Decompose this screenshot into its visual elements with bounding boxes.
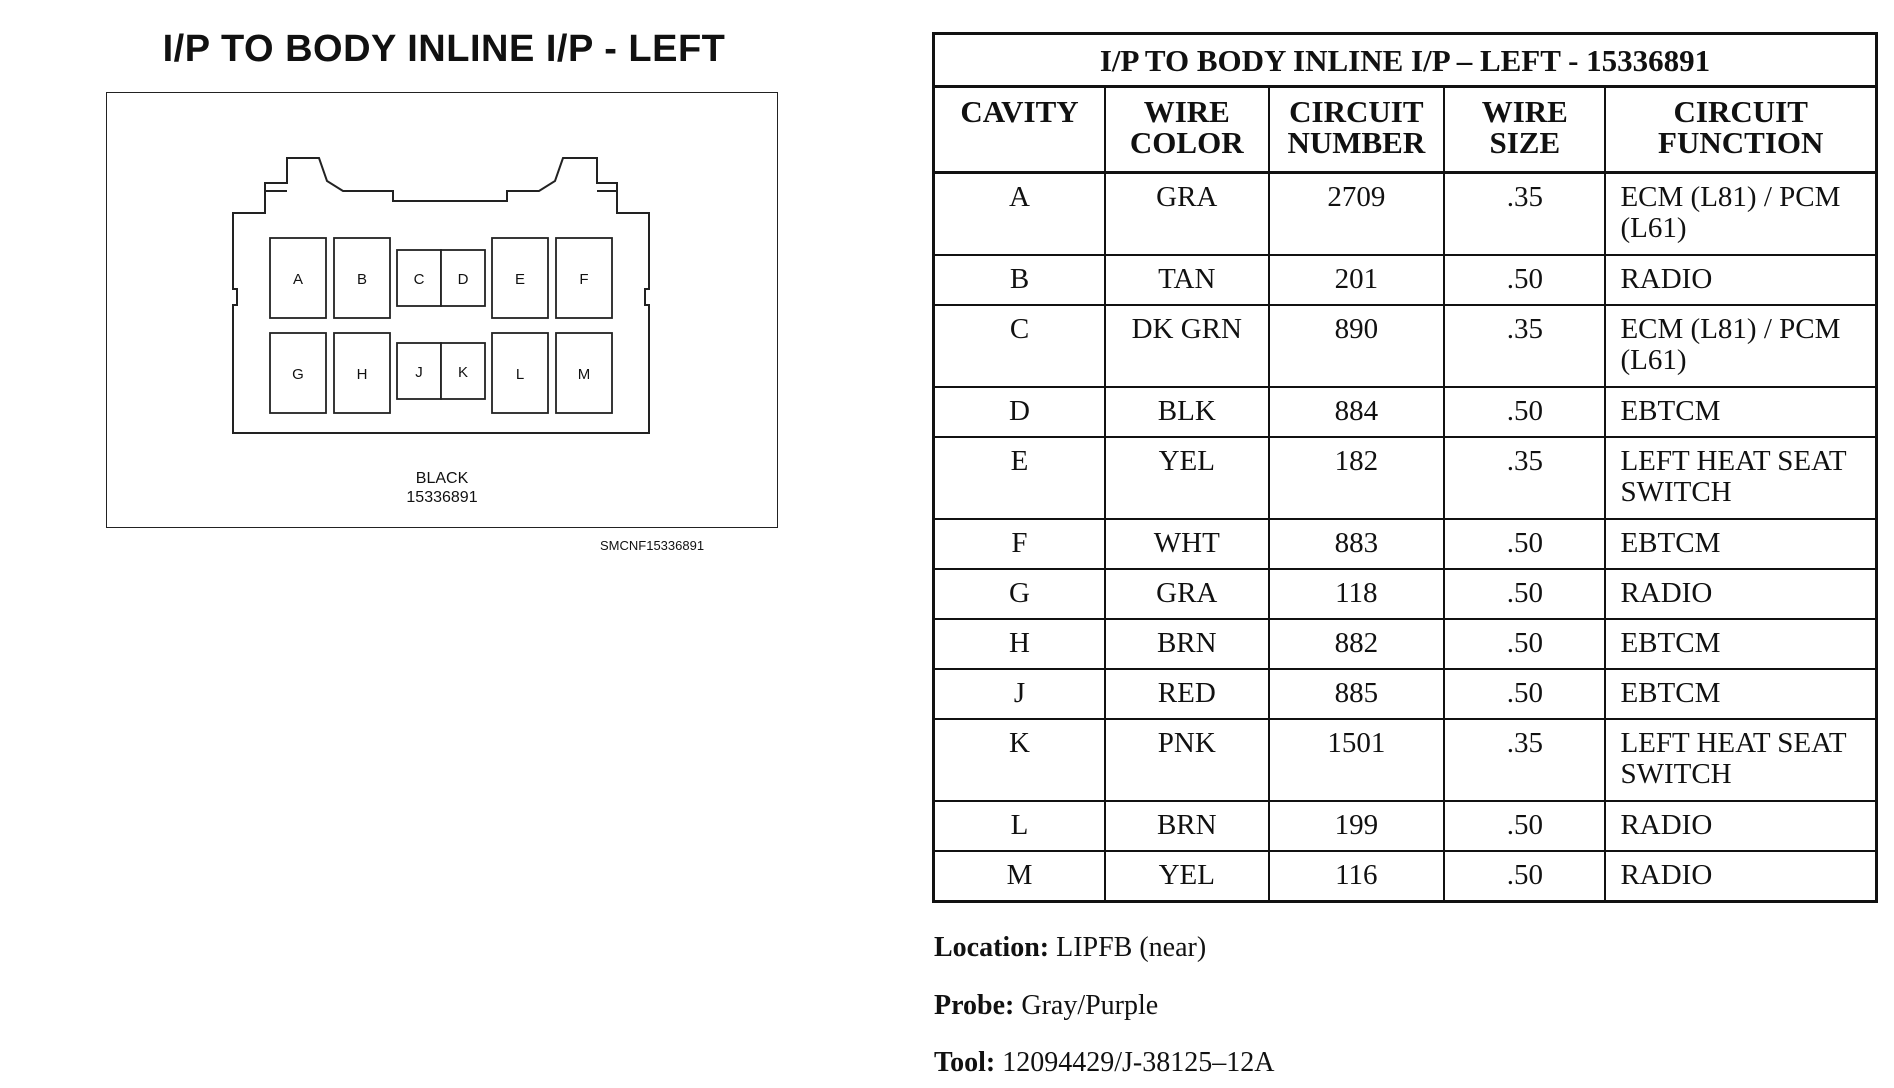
connector-diagram: [106, 92, 778, 528]
header-wire-size: WIRE SIZE: [1444, 87, 1605, 173]
wire-size-cell: .35: [1444, 173, 1605, 256]
cavity-label-m: M: [577, 366, 591, 383]
circuit-number-cell: 118: [1269, 569, 1445, 619]
wire-size-cell: .50: [1444, 387, 1605, 437]
circuit-number-cell: 882: [1269, 619, 1445, 669]
cavity-cell: J: [934, 669, 1106, 719]
header-cavity: CAVITY: [934, 87, 1106, 173]
cavity-label-b: B: [356, 271, 368, 288]
cavity-label-c: C: [413, 271, 425, 288]
circuit-function-cell: EBTCM: [1605, 519, 1876, 569]
wire-size-cell: .35: [1444, 305, 1605, 387]
cavity-label-j: J: [415, 364, 423, 381]
circuit-number-cell: 116: [1269, 851, 1445, 902]
circuit-function-cell: RADIO: [1605, 569, 1876, 619]
wire-color-cell: YEL: [1105, 437, 1269, 519]
circuit-function-cell: ECM (L81) / PCM (L61): [1605, 305, 1876, 387]
wire-size-cell: .50: [1444, 519, 1605, 569]
circuit-function-cell: LEFT HEAT SEAT SWITCH: [1605, 719, 1876, 801]
wire-color-cell: BRN: [1105, 619, 1269, 669]
circuit-number-cell: 201: [1269, 255, 1445, 305]
cavity-cell: B: [934, 255, 1106, 305]
header-wire-color: WIRE COLOR: [1105, 87, 1269, 173]
connector-part-number: 15336891: [406, 489, 478, 506]
tool-value: 12094429/J-38125–12A: [1002, 1047, 1275, 1078]
table-row: [934, 387, 1877, 437]
wire-color-cell: GRA: [1105, 173, 1269, 256]
header-circuit-function: CIRCUIT FUNCTION: [1605, 87, 1876, 173]
cavity-cell: C: [934, 305, 1106, 387]
cavity-cell: G: [934, 569, 1106, 619]
circuit-function-cell: RADIO: [1605, 255, 1876, 305]
circuit-number-cell: 199: [1269, 801, 1445, 851]
cavity-cell: K: [934, 719, 1106, 801]
probe-line: [934, 990, 1158, 1022]
table-row: [934, 669, 1877, 719]
cavity-label-f: F: [579, 271, 589, 288]
table-row: [934, 719, 1877, 801]
connector-color: BLACK: [415, 470, 469, 487]
cavity-label-d: D: [457, 271, 469, 288]
circuit-number-cell: 884: [1269, 387, 1445, 437]
cavity-cell: F: [934, 519, 1106, 569]
cavity-label-a: A: [292, 271, 304, 288]
table-row: [934, 437, 1877, 519]
cavity-label-e: E: [514, 271, 526, 288]
cavity-cell: H: [934, 619, 1106, 669]
wire-color-cell: PNK: [1105, 719, 1269, 801]
wire-color-cell: TAN: [1105, 255, 1269, 305]
cavity-label-k: K: [457, 364, 469, 381]
cavity-cell: D: [934, 387, 1106, 437]
wire-size-cell: .50: [1444, 669, 1605, 719]
table-row: [934, 519, 1877, 569]
table-row: [934, 305, 1877, 387]
cavity-cell: L: [934, 801, 1106, 851]
connector-caption: [107, 469, 777, 507]
tool-line: [934, 1047, 1274, 1079]
cavity-cell: A: [934, 173, 1106, 256]
wire-color-cell: RED: [1105, 669, 1269, 719]
diagram-title: I/P TO BODY INLINE I/P - LEFT: [162, 28, 726, 70]
wire-size-cell: .50: [1444, 255, 1605, 305]
wire-size-cell: .35: [1444, 437, 1605, 519]
wire-color-cell: BLK: [1105, 387, 1269, 437]
circuit-number-cell: 890: [1269, 305, 1445, 387]
circuit-number-cell: 883: [1269, 519, 1445, 569]
probe-label: Probe:: [934, 990, 1015, 1021]
cavity-label-g: G: [292, 366, 304, 383]
wire-color-cell: BRN: [1105, 801, 1269, 851]
cavity-cell: M: [934, 851, 1106, 902]
table-row: [934, 255, 1877, 305]
circuit-function-cell: RADIO: [1605, 851, 1876, 902]
cavity-cell: E: [934, 437, 1106, 519]
location-value: LIPFB (near): [1056, 932, 1207, 963]
location-label: Location:: [934, 932, 1050, 963]
circuit-function-cell: LEFT HEAT SEAT SWITCH: [1605, 437, 1876, 519]
table-title: I/P TO BODY INLINE I/P – LEFT - 15336891: [934, 34, 1877, 87]
header-circuit-number: CIRCUIT NUMBER: [1269, 87, 1445, 173]
wire-size-cell: .50: [1444, 851, 1605, 902]
wire-color-cell: YEL: [1105, 851, 1269, 902]
wire-color-cell: WHT: [1105, 519, 1269, 569]
wire-size-cell: .50: [1444, 619, 1605, 669]
table-row: [934, 619, 1877, 669]
table-row: [934, 801, 1877, 851]
circuit-number-cell: 2709: [1269, 173, 1445, 256]
circuit-function-cell: ECM (L81) / PCM (L61): [1605, 173, 1876, 256]
pinout-table: [932, 32, 1878, 903]
circuit-number-cell: 182: [1269, 437, 1445, 519]
wire-size-cell: .35: [1444, 719, 1605, 801]
wire-color-cell: DK GRN: [1105, 305, 1269, 387]
cavity-label-l: L: [515, 366, 525, 383]
table-row: [934, 851, 1877, 902]
circuit-function-cell: EBTCM: [1605, 619, 1876, 669]
connector-outline: [107, 93, 777, 527]
circuit-function-cell: EBTCM: [1605, 669, 1876, 719]
circuit-number-cell: 1501: [1269, 719, 1445, 801]
table-row: [934, 569, 1877, 619]
table-row: [934, 173, 1877, 256]
wire-size-cell: .50: [1444, 569, 1605, 619]
circuit-function-cell: RADIO: [1605, 801, 1876, 851]
wire-size-cell: .50: [1444, 801, 1605, 851]
probe-value: Gray/Purple: [1021, 990, 1159, 1021]
wire-color-cell: GRA: [1105, 569, 1269, 619]
figure-reference: SMCNF15336891: [600, 538, 705, 553]
circuit-function-cell: EBTCM: [1605, 387, 1876, 437]
cavity-label-h: H: [356, 366, 368, 383]
circuit-number-cell: 885: [1269, 669, 1445, 719]
tool-label: Tool:: [934, 1047, 996, 1078]
location-line: [934, 932, 1206, 964]
